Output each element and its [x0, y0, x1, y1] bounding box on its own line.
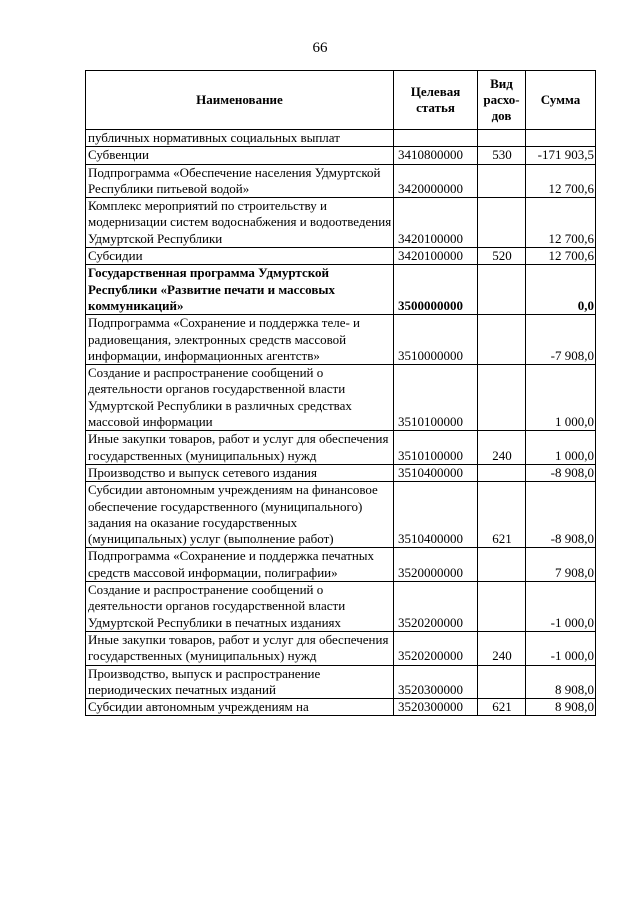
table-row [86, 631, 596, 665]
cell-kind [478, 582, 526, 632]
cell-name: Субсидии [86, 248, 394, 265]
cell-name: Субсидии автономным учреждениям на [86, 699, 394, 716]
cell-sum: -8 908,0 [526, 464, 596, 481]
cell-name: публичных нормативных социальных выплат [86, 130, 394, 147]
table-row [86, 365, 596, 431]
page-number: 66 [312, 40, 328, 56]
cell-code: 3520300000 [394, 665, 478, 699]
table-row [86, 582, 596, 632]
table-row [86, 665, 596, 699]
table-row [86, 164, 596, 198]
cell-kind [478, 464, 526, 481]
cell-code: 3510100000 [394, 431, 478, 465]
cell-sum: -1 000,0 [526, 582, 596, 632]
cell-sum: 8 908,0 [526, 665, 596, 699]
header-name: Наименование [86, 71, 394, 130]
cell-sum: 12 700,6 [526, 248, 596, 265]
header-sum: Сумма [526, 71, 596, 130]
cell-kind [478, 315, 526, 365]
cell-kind [478, 265, 526, 315]
table-row [86, 431, 596, 465]
cell-name: Государственная программа Удмуртской Республики «Развитие печати и массовых коммуникаций» [86, 265, 394, 315]
cell-code: 3510400000 [394, 482, 478, 548]
cell-code: 3520000000 [394, 548, 478, 582]
cell-code: 3420100000 [394, 198, 478, 248]
cell-sum: 12 700,6 [526, 164, 596, 198]
table-row [86, 482, 596, 548]
table-row [86, 315, 596, 365]
table-row [86, 198, 596, 248]
cell-code: 3520200000 [394, 582, 478, 632]
cell-kind: 240 [478, 631, 526, 665]
cell-kind [478, 130, 526, 147]
table-row [86, 464, 596, 481]
cell-kind: 621 [478, 482, 526, 548]
cell-name: Иные закупки товаров, работ и услуг для обеспечения государственных (муниципальных) нужд [86, 431, 394, 465]
cell-kind: 530 [478, 147, 526, 164]
header-kind: Вид расхо-дов [478, 71, 526, 130]
cell-sum: -8 908,0 [526, 482, 596, 548]
cell-name: Производство, выпуск и распространение периодических печатных изданий [86, 665, 394, 699]
cell-name: Создание и распространение сообщений о деятельности органов государственной власти Удмуртской Республики в печатных изданиях [86, 582, 394, 632]
cell-name: Субвенции [86, 147, 394, 164]
cell-kind [478, 548, 526, 582]
cell-code: 3420000000 [394, 164, 478, 198]
cell-code: 3410800000 [394, 147, 478, 164]
cell-name: Подпрограмма «Обеспечение населения Удмуртской Республики питьевой водой» [86, 164, 394, 198]
cell-kind: 621 [478, 699, 526, 716]
cell-sum: 1 000,0 [526, 431, 596, 465]
table-row [86, 699, 596, 716]
cell-kind [478, 665, 526, 699]
cell-code: 3510100000 [394, 365, 478, 431]
cell-sum: 7 908,0 [526, 548, 596, 582]
budget-table [85, 70, 596, 716]
cell-code: 3420100000 [394, 248, 478, 265]
cell-sum: 12 700,6 [526, 198, 596, 248]
cell-sum: 8 908,0 [526, 699, 596, 716]
cell-name: Производство и выпуск сетевого издания [86, 464, 394, 481]
cell-sum: -171 903,5 [526, 147, 596, 164]
cell-sum: 0,0 [526, 265, 596, 315]
cell-kind [478, 365, 526, 431]
table-row [86, 147, 596, 164]
cell-name: Создание и распространение сообщений о деятельности органов государственной власти Удмуртской Республики в различных средствах массовой информации [86, 365, 394, 431]
table-header-row [86, 71, 596, 130]
cell-sum: -1 000,0 [526, 631, 596, 665]
cell-kind: 240 [478, 431, 526, 465]
table-body [86, 130, 596, 716]
cell-kind [478, 164, 526, 198]
cell-name: Подпрограмма «Сохранение и поддержка печатных средств массовой информации, полиграфии» [86, 548, 394, 582]
cell-kind: 520 [478, 248, 526, 265]
cell-sum: -7 908,0 [526, 315, 596, 365]
cell-code: 3500000000 [394, 265, 478, 315]
cell-code: 3510400000 [394, 464, 478, 481]
table-row [86, 248, 596, 265]
table-row [86, 265, 596, 315]
cell-sum [526, 130, 596, 147]
cell-sum: 1 000,0 [526, 365, 596, 431]
table-row [86, 130, 596, 147]
cell-code: 3520200000 [394, 631, 478, 665]
table-row [86, 548, 596, 582]
cell-name: Подпрограмма «Сохранение и поддержка теле- и радиовещания, электронных средств массовой информации, информационных агентств» [86, 315, 394, 365]
cell-code [394, 130, 478, 147]
cell-code: 3520300000 [394, 699, 478, 716]
cell-name: Иные закупки товаров, работ и услуг для обеспечения государственных (муниципальных) нужд [86, 631, 394, 665]
cell-code: 3510000000 [394, 315, 478, 365]
cell-kind [478, 198, 526, 248]
header-code: Целевая статья [394, 71, 478, 130]
cell-name: Комплекс мероприятий по строительству и модернизации систем водоснабжения и водоотведения Удмуртской Республики [86, 198, 394, 248]
cell-name: Субсидии автономным учреждениям на финансовое обеспечение государственного (муниципального) задания на оказание государственных (муниципальных) услуг (выполнение работ) [86, 482, 394, 548]
